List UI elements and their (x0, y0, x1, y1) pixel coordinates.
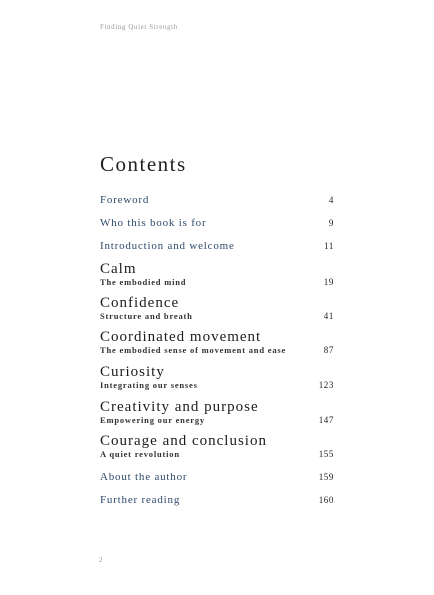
chapter-subtitle: The embodied sense of movement and ease (100, 345, 287, 355)
entry-page: 9 (328, 218, 334, 228)
entry-page: 4 (328, 195, 334, 205)
chapter-subtitle: Integrating our senses (100, 380, 198, 390)
toc-entry-confidence[interactable] (100, 296, 334, 321)
entry-page: 87 (323, 345, 334, 355)
page-number: 2 (99, 556, 103, 564)
toc-entry-creativity-and-purpose[interactable] (100, 400, 334, 425)
chapter-subtitle: Empowering our energy (100, 415, 205, 425)
toc-entry-introduction[interactable] (100, 240, 334, 252)
entry-page: 159 (318, 472, 334, 482)
chapter-title[interactable]: Coordinated movement (100, 329, 262, 345)
toc-entry-foreword[interactable] (100, 194, 334, 206)
entry-page: 155 (318, 449, 334, 459)
chapter-title[interactable]: Creativity and purpose (100, 399, 259, 415)
entry-page: 19 (323, 277, 334, 287)
chapter-subtitle: The embodied mind (100, 277, 187, 287)
entry-title[interactable]: Further reading (100, 494, 181, 506)
entry-page: 123 (318, 380, 334, 390)
chapter-title[interactable]: Calm (100, 261, 137, 277)
running-head: Finding Quiet Strength (100, 23, 178, 31)
entry-page: 41 (323, 311, 334, 321)
toc-entry-further-reading[interactable] (100, 494, 334, 506)
chapter-title[interactable]: Courage and conclusion (100, 433, 267, 449)
entry-page: 160 (318, 495, 334, 505)
entry-page: 147 (318, 415, 334, 425)
toc-entry-calm[interactable] (100, 262, 334, 287)
entry-page: 11 (324, 241, 334, 251)
toc-entry-coordinated-movement[interactable] (100, 330, 334, 355)
chapter-title[interactable]: Confidence (100, 295, 180, 311)
entry-title[interactable]: About the author (100, 471, 188, 483)
chapter-subtitle: Structure and breath (100, 311, 193, 321)
entry-title[interactable]: Foreword (100, 194, 150, 206)
toc-entry-courage-and-conclusion[interactable] (100, 434, 334, 459)
chapter-subtitle: A quiet revolution (100, 449, 180, 459)
chapter-title[interactable]: Curiosity (100, 364, 165, 380)
toc-entry-who-this-book-is-for[interactable] (100, 217, 334, 229)
toc-title: Contents (100, 152, 187, 176)
entry-title[interactable]: Introduction and welcome (100, 240, 235, 252)
entry-title[interactable]: Who this book is for (100, 217, 207, 229)
toc-entry-about-the-author[interactable] (100, 471, 334, 483)
toc-entry-curiosity[interactable] (100, 365, 334, 390)
